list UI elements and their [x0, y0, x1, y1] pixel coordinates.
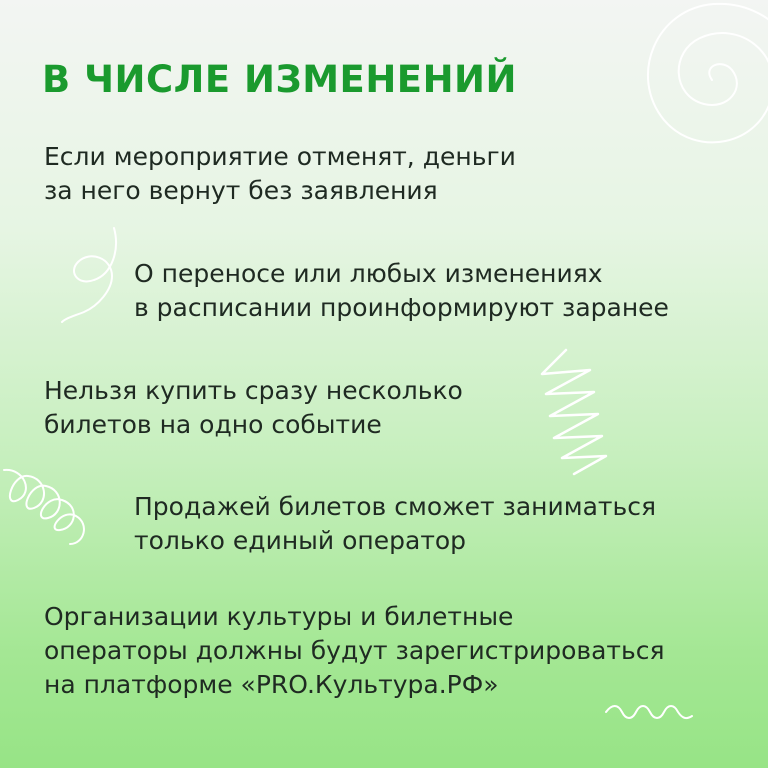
item-line: Продажей билетов сможет заниматься — [134, 492, 657, 521]
zigzag-doodle — [542, 350, 606, 474]
spiral-doodle — [648, 4, 768, 143]
item-line: Организации культуры и билетные — [44, 602, 514, 631]
change-item-refund — [44, 140, 516, 208]
item-line: Если мероприятие отменят, деньги — [44, 142, 516, 171]
coil-doodle — [4, 470, 84, 544]
item-line: на платформе «PRO.Культура.РФ» — [44, 670, 499, 699]
item-line: за него вернут без заявления — [44, 176, 438, 205]
change-item-schedule — [134, 257, 669, 325]
item-line: операторы должны будут зарегистрироваться — [44, 636, 665, 665]
item-line: билетов на одно событие — [44, 410, 382, 439]
change-item-ticket-limit — [44, 374, 463, 442]
change-item-single-operator — [134, 490, 656, 558]
change-item-registration — [44, 600, 665, 702]
item-line: только единый оператор — [134, 526, 467, 555]
wave-doodle — [606, 706, 692, 718]
item-line: в расписании проинформируют заранее — [134, 293, 669, 322]
loop-doodle — [62, 228, 116, 322]
page-title: В ЧИСЛЕ ИЗМЕНЕНИЙ — [42, 58, 517, 101]
item-line: О переносе или любых изменениях — [134, 259, 603, 288]
item-line: Нельзя купить сразу несколько — [44, 376, 463, 405]
